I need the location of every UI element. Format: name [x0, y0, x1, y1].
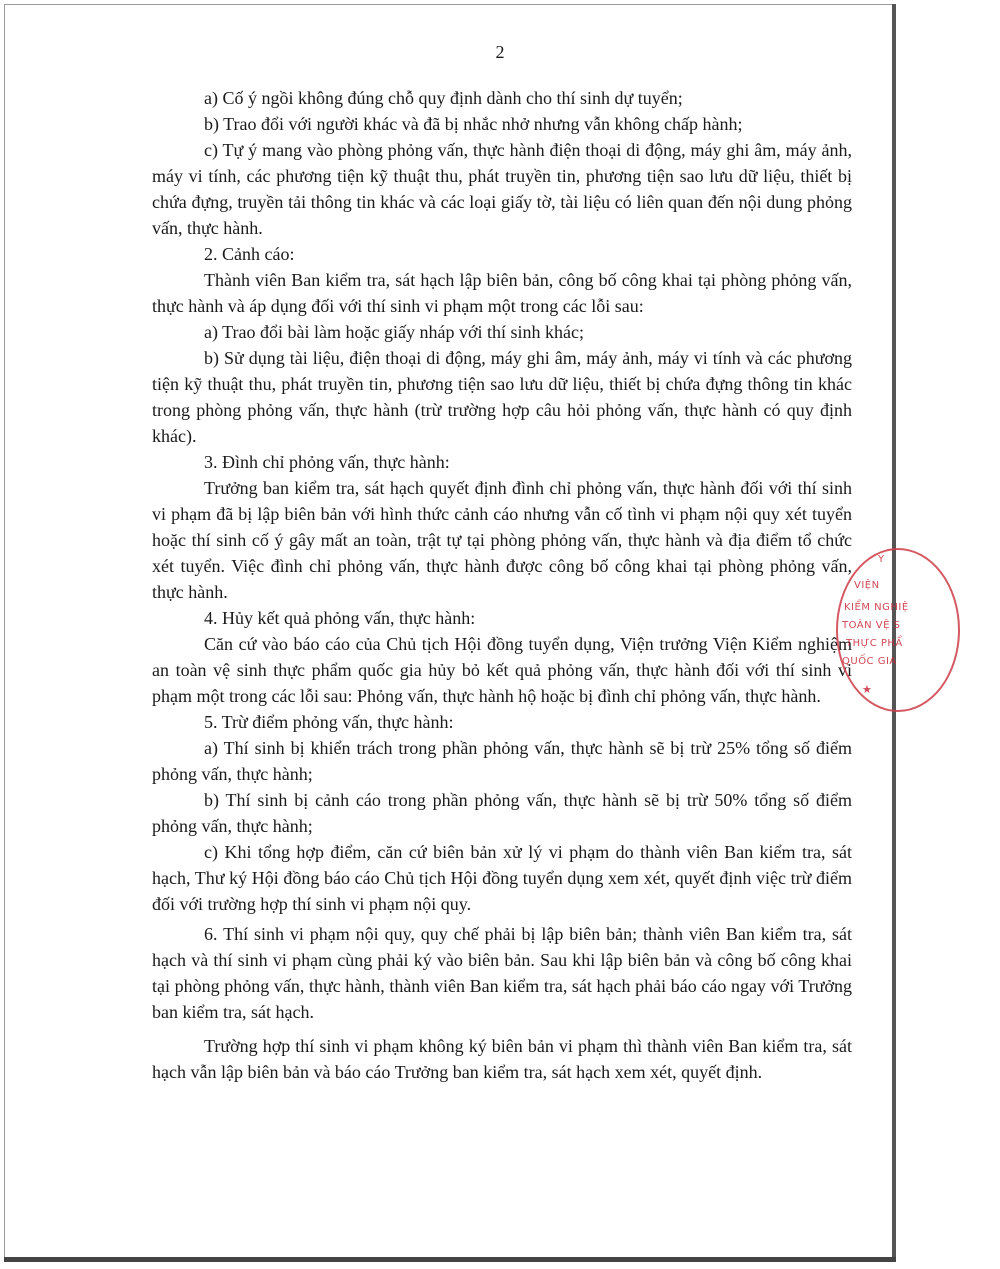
seal-text-line: TOÀN VỆ S	[842, 620, 901, 631]
section-heading: 2. Cảnh cáo:	[204, 244, 295, 264]
paragraph: Trưởng ban kiểm tra, sát hạch quyết định đình chỉ phỏng vấn, thực hành đối với thí sinh vi phạm đã bị lập biên bản với hình thức cảnh cáo nhưng vẫn cố tình vi phạm nội quy xét tuyển hoặc thí sinh cố ý gây mất an toàn, trật tự tại phòng phỏng vấn, thực hành và địa điểm tổ chức xét tuyển. Việc đình chỉ phỏng vấn, thực hành được công bố công khai tại phòng phỏng vấn, thực hành.	[152, 478, 852, 602]
seal-text-line: QUỐC GIA	[842, 656, 897, 667]
paragraph: a) Trao đổi bài làm hoặc giấy nháp với thí sinh khác;	[204, 322, 584, 342]
paragraph: b) Trao đổi với người khác và đã bị nhắc nhở nhưng vẫn không chấp hành;	[204, 114, 743, 134]
section-heading: 3. Đình chỉ phỏng vấn, thực hành:	[204, 452, 450, 472]
seal-text-line: THỰC PHẨ	[846, 638, 903, 649]
seal-text-line: Y	[878, 554, 885, 565]
seal-text-line: KIỂM NGHIỆ	[844, 602, 909, 613]
document-body	[152, 85, 852, 1085]
paragraph: Trường hợp thí sinh vi phạm không ký biên bản vi phạm thì thành viên Ban kiểm tra, sát hạch vẫn lập biên bản và báo cáo Trưởng ban kiểm tra, sát hạch xem xét, quyết định.	[152, 1036, 852, 1082]
section-heading: 4. Hủy kết quả phỏng vấn, thực hành:	[204, 608, 476, 628]
seal-star-icon: ★	[862, 683, 872, 696]
paragraph: a) Thí sinh bị khiển trách trong phần phỏng vấn, thực hành sẽ bị trừ 25% tổng số điểm phỏng vấn, thực hành;	[152, 738, 852, 784]
paragraph: c) Tự ý mang vào phòng phỏng vấn, thực hành điện thoại di động, máy ghi âm, máy ảnh, máy vi tính, các phương tiện kỹ thuật thu, phát truyền tin, phương tiện sao lưu dữ liệu, thiết bị chứa đựng, truyền tải thông tin khác và các loại giấy tờ, tài liệu có liên quan đến nội dung phỏng vấn, thực hành.	[152, 140, 852, 238]
section-heading: 5. Trừ điểm phỏng vấn, thực hành:	[204, 712, 454, 732]
paragraph: a) Cố ý ngồi không đúng chỗ quy định dành cho thí sinh dự tuyển;	[204, 88, 683, 108]
seal-text-line: VIỆN	[854, 580, 880, 591]
official-seal	[836, 548, 960, 712]
paragraph: Thành viên Ban kiểm tra, sát hạch lập biên bản, công bố công khai tại phòng phỏng vấn, thực hành và áp dụng đối với thí sinh vi phạm một trong các lỗi sau:	[152, 270, 852, 316]
page-shadow-bottom	[4, 1257, 896, 1262]
paragraph: 6. Thí sinh vi phạm nội quy, quy chế phải bị lập biên bản; thành viên Ban kiểm tra, sát hạch và thí sinh vi phạm cùng phải ký vào biên bản. Sau khi lập biên bản và công bố công khai tại phòng phỏng vấn, thực hành, thành viên Ban kiểm tra, sát hạch phải báo cáo ngay với Trưởng ban kiểm tra, sát hạch.	[152, 924, 852, 1022]
paragraph: b) Thí sinh bị cảnh cáo trong phần phỏng vấn, thực hành sẽ bị trừ 50% tổng số điểm phỏng vấn, thực hành;	[152, 790, 852, 836]
paragraph: b) Sử dụng tài liệu, điện thoại di động, máy ghi âm, máy ảnh, máy vi tính và các phương tiện kỹ thuật thu, phát truyền tin, phương tiện sao lưu dữ liệu, thiết bị chứa đựng thông tin khác trong phòng phỏng vấn, thực hành (trừ trường hợp câu hỏi phỏng vấn, thực hành có quy định khác).	[152, 348, 852, 446]
page-number: 2	[495, 42, 505, 62]
paragraph: Căn cứ vào báo cáo của Chủ tịch Hội đồng tuyển dụng, Viện trưởng Viện Kiểm nghiệm an toàn vệ sinh thực phẩm quốc gia hủy bỏ kết quả phỏng vấn, thực hành đối với thí sinh vi phạm một trong các lỗi sau: Phỏng vấn, thực hành hộ hoặc bị đình chỉ phỏng vấn, thực hành.	[152, 634, 852, 706]
paragraph: c) Khi tổng hợp điểm, căn cứ biên bản xử lý vi phạm do thành viên Ban kiểm tra, sát hạch, Thư ký Hội đồng báo cáo Chủ tịch Hội đồng tuyển dụng xem xét, quyết định việc trừ điểm đối với trường hợp thí sinh vi phạm nội quy.	[152, 842, 852, 914]
